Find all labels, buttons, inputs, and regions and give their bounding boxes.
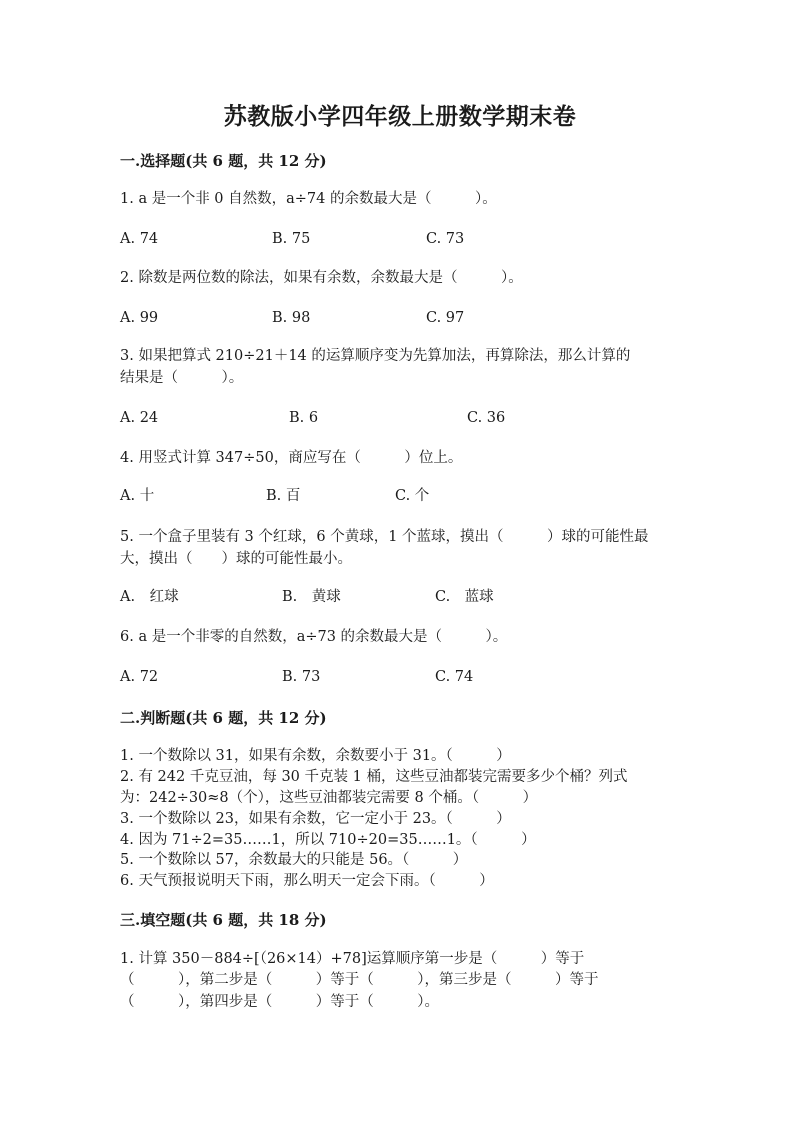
question-text: 3. 如果把算式 210÷21＋14 的运算顺序变为先算加法，再算除法，那么计算的 [120,348,631,364]
statement-line: 1. 一个数除以 31，如果有余数，余数要小于 31。（ ） [120,748,511,764]
option-c: C. 74 [435,669,474,685]
question-text: 4. 用竖式计算 347÷50，商应写在（ ）位上。 [120,450,463,466]
fill-blank-line: （ ），第二步是（ ）等于（ ），第三步是（ ）等于 [120,972,599,988]
question-text: 1. a 是一个非 0 自然数，a÷74 的余数最大是（ ）。 [120,191,497,207]
statement-line: 5. 一个数除以 57，余数最大的只能是 56。（ ） [120,852,468,868]
section-header-fill-blank: 三.填空题(共 6 题，共 18 分) [120,911,327,929]
option-a: A. 十 [120,488,155,504]
question-text: 2. 除数是两位数的除法，如果有余数，余数最大是（ ）。 [120,270,523,286]
question-text: 6. a 是一个非零的自然数，a÷73 的余数最大是（ ）。 [120,629,508,645]
statement-line: 4. 因为 71÷2=35……1，所以 710÷20=35……1。（ ） [120,832,536,848]
option-c: C. 73 [426,231,465,247]
section-header-true-false: 二.判断题(共 6 题，共 12 分) [120,709,327,727]
option-c: C. 蓝球 [435,589,494,605]
option-b: B. 73 [282,669,321,685]
option-b: B. 75 [272,231,311,247]
option-b: B. 6 [289,410,319,426]
option-a: A. 74 [120,231,159,247]
option-a: A. 红球 [120,589,179,605]
statement-line: 3. 一个数除以 23，如果有余数，它一定小于 23。（ ） [120,811,511,827]
question-text-continued: 大，摸出（ ）球的可能性最小。 [120,551,352,567]
option-b: B. 百 [266,488,301,504]
statement-line: 为：242÷30≈8（个），这些豆油都装完需要 8 个桶。（ ） [120,790,538,806]
question-text: 5. 一个盒子里装有 3 个红球，6 个黄球，1 个蓝球，摸出（ ）球的可能性最 [120,529,649,545]
statement-line: 2. 有 242 千克豆油，每 30 千克装 1 桶，这些豆油都装完需要多少个桶？列式 [120,769,628,785]
option-b: B. 黄球 [282,589,341,605]
option-c: C. 36 [467,410,506,426]
fill-blank-line: （ ），第四步是（ ）等于（ ）。 [120,994,439,1010]
page-title: 苏教版小学四年级上册数学期末卷 [223,103,577,130]
option-b: B. 98 [272,310,311,326]
question-text-continued: 结果是（ ）。 [120,370,244,386]
statement-line: 6. 天气预报说明天下雨，那么明天一定会下雨。（ ） [120,873,494,889]
option-a: A. 72 [120,669,159,685]
fill-blank-line: 1. 计算 350－884÷[（26×14）+78]运算顺序第一步是（ ）等于 [120,951,585,967]
option-c: C. 个 [395,488,430,504]
option-c: C. 97 [426,310,465,326]
option-a: A. 99 [120,310,159,326]
section-header-choice: 一.选择题(共 6 题，共 12 分) [120,152,327,170]
option-a: A. 24 [120,410,159,426]
